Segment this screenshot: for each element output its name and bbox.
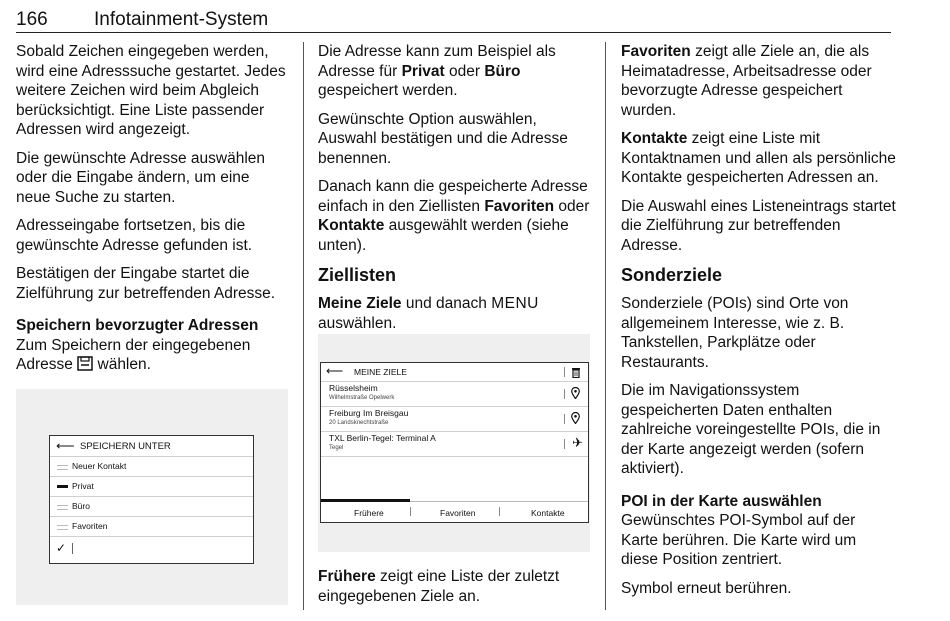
tab-bar (321, 501, 588, 522)
column-divider (303, 42, 304, 610)
section-title: Infotainment-System (94, 9, 269, 30)
screen (49, 435, 254, 564)
item-marker (57, 525, 68, 530)
airplane-icon[interactable]: ✈ (572, 435, 583, 450)
confirm-row (50, 536, 253, 562)
heading-ziellisten: Ziellisten (318, 265, 397, 285)
subheading: Speichern bevorzugter Adressen (16, 317, 259, 334)
paragraph: Gewünschte Option auswählen, Auswahl bestätigen und die Adresse benennen. (318, 110, 568, 167)
paragraph: Danach kann die gespeicherte Adresse einfach in den Ziellisten Favoriten oder Kontakte ausgewählt werden (siehe unten). (318, 178, 590, 254)
column-2 (318, 42, 590, 605)
screen-title: MEINE ZIELE (354, 367, 407, 377)
column-3 (621, 42, 896, 607)
paragraph: Gewünschtes POI-Symbol auf der Karte berühren. Die Karte wird um diese Position zentriert. (621, 512, 857, 568)
back-arrow-icon[interactable]: ⟵ (56, 438, 75, 453)
screen-title: SPEICHERN UNTER (80, 441, 171, 452)
checkmark-icon[interactable]: ✓ (56, 541, 67, 555)
active-tab-indicator (321, 499, 410, 502)
paragraph: Zum Speichern der eingegebenen Adresse wählen. (16, 336, 251, 373)
separator (564, 439, 565, 449)
heading-sonderziele: Sonderziele (621, 265, 723, 285)
tab-favoriten[interactable]: Favoriten (440, 508, 476, 518)
item-marker (57, 465, 68, 470)
paragraph: Die Adresse kann zum Beispiel als Adresse für Privat oder Büro gespeichert werden. (318, 43, 556, 99)
paragraph: Die Auswahl eines Listeneintrags startet die Zielführung zur betreffenden Adresse. (621, 197, 896, 254)
location-pin-icon[interactable] (571, 387, 580, 399)
item-marker (57, 485, 68, 488)
paragraph: Adresseingabe fortsetzen, bis die gewünschte Adresse gefunden ist. (16, 217, 253, 254)
list-item[interactable]: Büro (50, 496, 253, 517)
paragraph: Sonderziele (POIs) sind Orte von allgemeinem Interesse, wie z. B. Tankstellen, Parkplätze oder Restaurants. (621, 295, 849, 371)
list-item[interactable]: Neuer Kontakt (50, 456, 253, 477)
separator (410, 507, 411, 516)
text-cursor (72, 543, 73, 554)
separator (499, 507, 500, 516)
paragraph: Die gewünschte Adresse auswählen oder die Eingabe ändern, um eine neue Suche zu starten. (16, 149, 266, 206)
paragraph: Symbol erneut berühren. (621, 579, 792, 597)
paragraph: Sobald Zeichen eingegeben werden, wird eine Adresssuche gestartet. Jedes weitere Zeichen wird beim Abgleich berücksichtigt. Eine Liste passender Adressen wird angezeigt. (16, 43, 286, 138)
paragraph: Favoriten zeigt alle Ziele an, die als Heimatadresse, Arbeitsadresse oder bevorzugte Adresse gespeichert wurden. (621, 43, 872, 119)
title-row (50, 436, 253, 457)
subheading: POI in der Karte auswählen (621, 492, 822, 510)
screenshot-save-as (16, 389, 288, 605)
paragraph: Meine Ziele und danach MENU auswählen. (318, 295, 539, 332)
title-row (321, 363, 588, 382)
screenshot-my-destinations (318, 334, 590, 552)
list-item[interactable]: Favoriten (50, 516, 253, 537)
paragraph: Kontakte zeigt eine Liste mit Kontaktnamen und allen als persönliche Kontakte gespeicherten Adressen an. (621, 130, 896, 186)
paragraph: Die im Navigationssystem gespeicherten Daten enthalten zahlreiche voreingestellte POIs, die in der Karte angezeigt werden (sofern aktiviert). (621, 382, 881, 477)
list-item[interactable]: Privat (50, 476, 253, 497)
trash-icon[interactable] (571, 367, 581, 378)
page-number: 166 (16, 9, 48, 30)
paragraph: Bestätigen der Eingabe startet die Zielführung zur betreffenden Adresse. (16, 265, 276, 302)
page-header (16, 6, 891, 33)
column-divider (605, 42, 606, 610)
column-1 (16, 42, 288, 555)
save-icon (77, 356, 93, 371)
list-item[interactable]: Rüsselsheim Wilhelmstraße Opelwerk (321, 381, 588, 407)
screen (320, 362, 589, 523)
back-arrow-icon[interactable]: ⟵ (326, 364, 344, 378)
list-item[interactable]: Freiburg Im Breisgau 20 Landsknechtstraße (321, 406, 588, 432)
item-marker (57, 505, 68, 510)
location-pin-icon[interactable] (571, 412, 580, 424)
paragraph: Frühere zeigt eine Liste der zuletzt eingegebenen Ziele an. (318, 568, 560, 605)
tab-kontakte[interactable]: Kontakte (531, 508, 565, 518)
list-item[interactable]: TXL Berlin-Tegel: Terminal A Tegel ✈ (321, 431, 588, 457)
separator (564, 389, 565, 399)
tab-frühere[interactable]: Frühere (354, 508, 384, 518)
separator (564, 367, 565, 377)
separator (564, 414, 565, 424)
